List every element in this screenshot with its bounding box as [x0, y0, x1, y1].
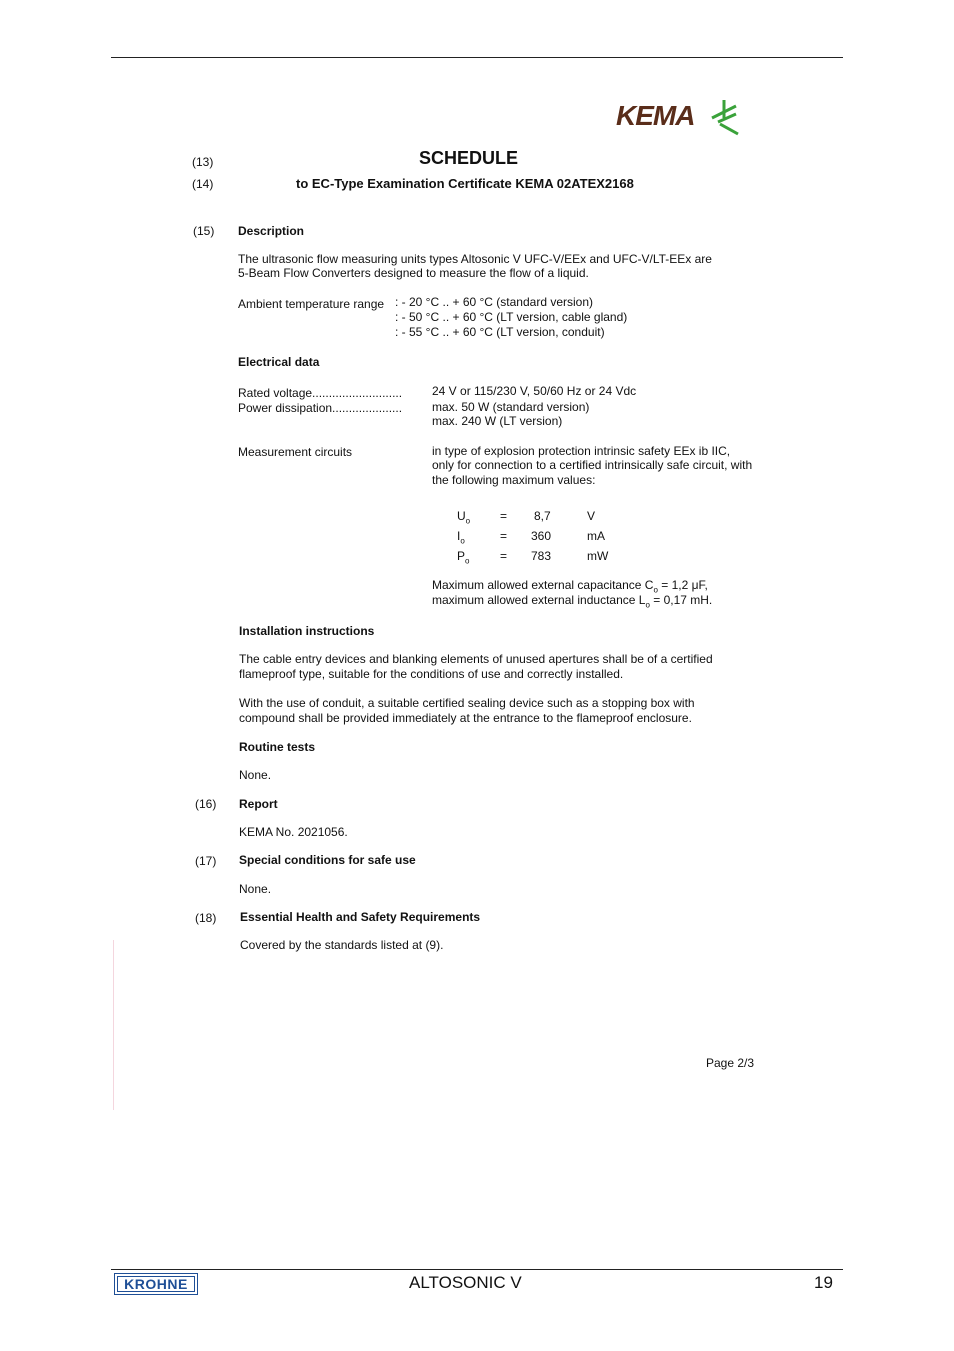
power-value-2: max. 240 W (LT version) [432, 414, 563, 428]
param-unit: mW [587, 549, 609, 563]
kema-logo-text: KEMA [616, 100, 695, 131]
installation-p1-line-2: flameproof type, suitable for the conditions of use and correctly installed. [239, 667, 624, 681]
installation-heading: Installation instructions [239, 624, 375, 638]
ambient-value-1: : - 20 °C .. + 60 °C (standard version) [395, 295, 594, 309]
report-text: KEMA No. 2021056. [239, 825, 348, 839]
top-rule [111, 57, 843, 58]
measurement-label: Measurement circuits [238, 445, 353, 459]
param-value: 360 [531, 529, 552, 543]
kema-logo [616, 96, 746, 138]
capacitance-text: Maximum allowed external capacitance $C_o = 1,2$ μF, [432, 578, 708, 595]
param-value: 8,7 [534, 509, 551, 523]
description-line-1: The ultrasonic flow measuring units types Altosonic V UFC-V/EEx and UFC-V/LT-EEx are [238, 252, 712, 266]
param-unit: V [587, 509, 596, 523]
param-value: 783 [531, 549, 552, 563]
description-line-2: 5-Beam Flow Converters designed to measure the flow of a liquid. [238, 266, 589, 280]
installation-p2-line-1: With the use of conduit, a suitable certified sealing device such as a stopping box with [239, 696, 695, 710]
measurement-text-3: the following maximum values: [432, 473, 596, 487]
section-num-14: (14) [192, 177, 214, 191]
routine-text: None. [239, 768, 272, 782]
param-unit: mA [587, 529, 605, 543]
rated-voltage-value: 24 V or 115/230 V, 50/60 Hz or 24 Vdc [432, 384, 637, 398]
rated-voltage-label: Rated voltage........................... [238, 386, 403, 400]
certificate-page-number: Page 2/3 [706, 1056, 755, 1070]
ambient-label: Ambient temperature range [238, 297, 385, 311]
scan-edge [113, 940, 114, 1110]
special-heading: Special conditions for safe use [239, 853, 416, 867]
param-equals: = [500, 509, 508, 523]
special-text: None. [239, 882, 272, 896]
footer-rule [111, 1269, 843, 1270]
param-symbol: $U_o$ [457, 509, 471, 526]
param-equals: = [500, 549, 508, 563]
krohne-logo-text: KROHNE [117, 1276, 195, 1292]
param-symbol: $I_o$ [457, 529, 465, 546]
ehsr-text: Covered by the standards listed at (9). [240, 938, 444, 952]
section-num-18: (18) [195, 911, 217, 925]
report-heading: Report [239, 797, 278, 811]
section-num-13: (13) [192, 155, 214, 169]
ehsr-heading: Essential Health and Safety Requirements [240, 910, 481, 924]
krohne-logo [114, 1273, 198, 1295]
inductance-text: maximum allowed external inductance $L_o = 0,17$ mH. [432, 593, 713, 610]
certificate-subtitle: to EC-Type Examination Certificate KEMA 02ATEX2168 [296, 176, 634, 191]
param-equals: = [500, 529, 508, 543]
installation-p2-line-2: compound shall be provided immediately at the entrance to the flameproof enclosure. [239, 711, 692, 725]
description-heading: Description [238, 224, 305, 238]
measurement-text-2: only for connection to a certified intrinsically safe circuit, with [432, 458, 753, 472]
power-value-1: max. 50 W (standard version) [432, 400, 590, 414]
routine-heading: Routine tests [239, 740, 316, 754]
ambient-value-3: : - 55 °C .. + 60 °C (LT version, conduit) [395, 325, 605, 339]
section-num-17: (17) [195, 854, 217, 868]
schedule-title: SCHEDULE [419, 148, 519, 168]
footer-page-number: 19 [814, 1273, 833, 1292]
section-num-15: (15) [193, 224, 215, 238]
measurement-text-1: in type of explosion protection intrinsic safety EEx ib IIC, [432, 444, 731, 458]
power-dissipation-label: Power dissipation..................... [238, 401, 403, 415]
ambient-value-2: : - 50 °C .. + 60 °C (LT version, cable gland) [395, 310, 628, 324]
footer-product-name: ALTOSONIC V [409, 1273, 522, 1292]
electrical-heading: Electrical data [238, 355, 320, 369]
installation-p1-line-1: The cable entry devices and blanking elements of unused apertures shall be of a certified [239, 652, 713, 666]
section-num-16: (16) [195, 797, 217, 811]
param-symbol: $P_o$ [457, 549, 470, 566]
kema-mark-icon [710, 98, 746, 136]
